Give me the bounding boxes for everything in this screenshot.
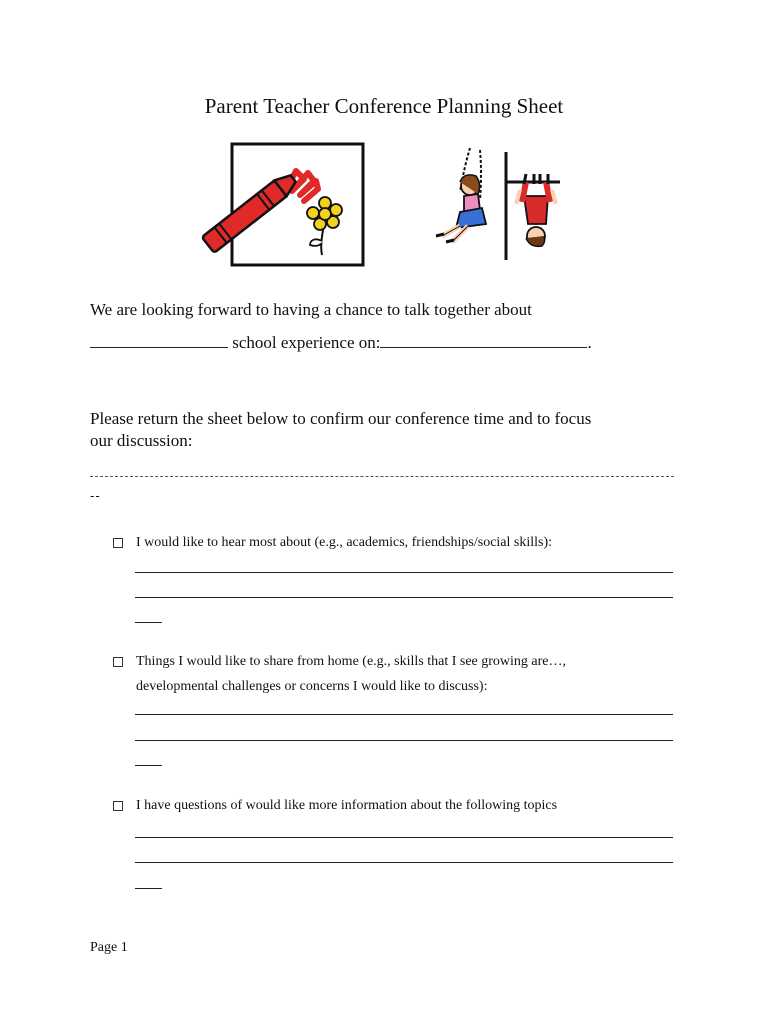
return-line-2: our discussion: [90,431,193,450]
return-line-1: Please return the sheet below to confirm our conference time and to focus [90,409,592,428]
item-2-label-1: Things I would like to share from home (e.g., skills that I see growing are…, [136,654,567,669]
intro-line-2-end: . [587,333,592,352]
item-2-label-2: developmental challenges or concerns I would like to discuss): [136,679,488,694]
page-number: Page 1 [90,940,128,955]
item-3-label: I have questions of would like more information about the following topics [136,798,558,813]
answer-line[interactable] [135,572,673,573]
checkbox-hear-most[interactable] [113,538,123,548]
answer-line[interactable] [135,888,162,889]
answer-line[interactable] [135,862,673,863]
date-blank[interactable] [380,333,587,348]
checkbox-share-from-home[interactable] [113,657,123,667]
intro-line-1: We are looking forward to having a chance to talk together about [90,300,532,319]
children-playground-icon [420,144,566,262]
intro-line-2-text: school experience on: [228,333,381,352]
answer-line[interactable] [135,740,673,741]
answer-line[interactable] [135,714,673,715]
cut-line [90,476,674,477]
answer-line[interactable] [135,597,673,598]
crayon-drawing-icon [196,141,366,268]
answer-line[interactable] [135,837,673,838]
answer-line[interactable] [135,765,162,766]
page-title: Parent Teacher Conference Planning Sheet [204,94,564,118]
child-name-blank[interactable] [90,333,228,348]
cut-line-tail: -- [90,489,101,504]
checkbox-questions[interactable] [113,801,123,811]
item-1-label: I would like to hear most about (e.g., academics, friendships/social skills): [136,535,553,550]
intro-line-2 [90,332,592,354]
answer-line[interactable] [135,622,162,623]
